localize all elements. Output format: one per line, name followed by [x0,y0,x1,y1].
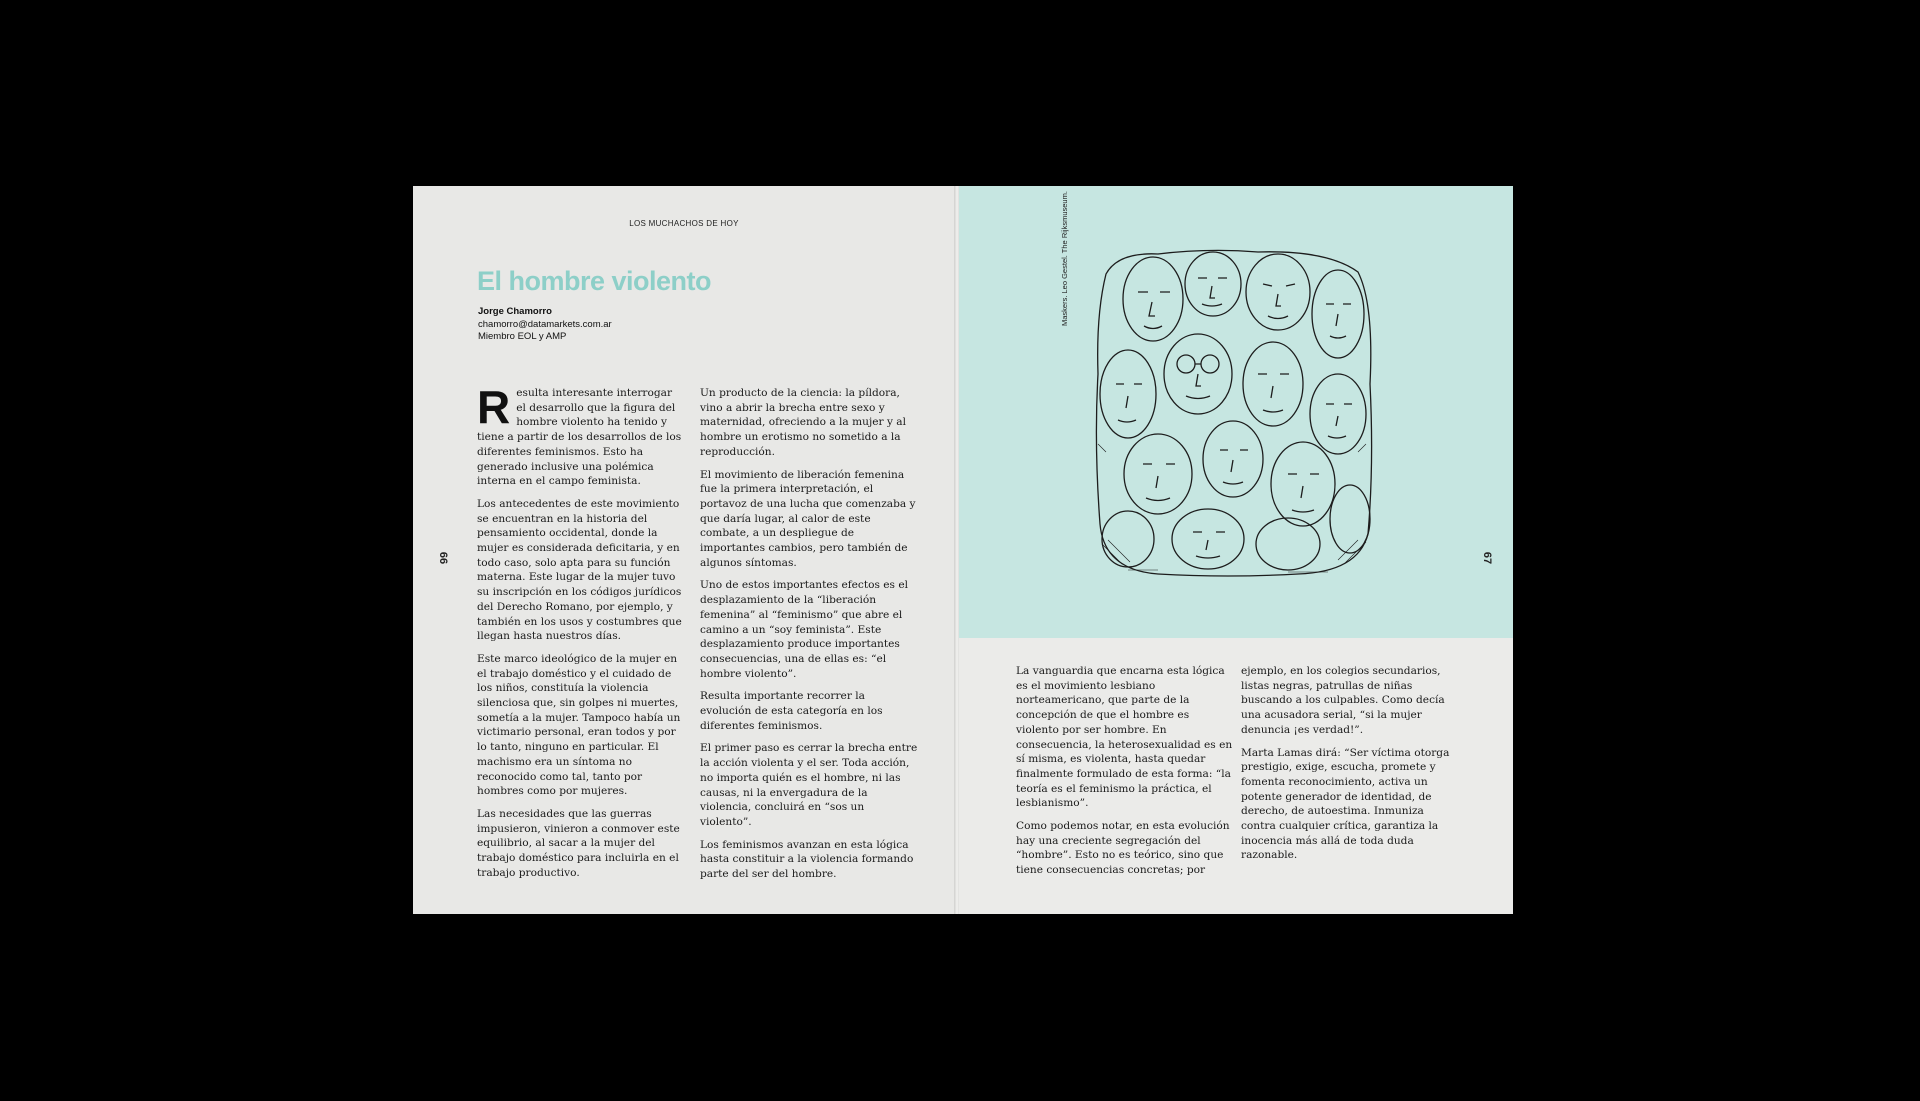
paragraph: La vanguardia que encarna esta lógica es el movimiento lesbiano norteamericano, que parte de la concepción de que el hombre es violento por ser hombre. En consecuencia, la heterosexualidad es en sí misma, es violenta, hasta quedar finalmente formulado de esta forma: “la teoría es el feminismo la práctica, el lesbianismo”. [1016,665,1233,810]
text-column-1 [477,381,685,889]
byline [478,306,612,344]
paragraph: El primer paso es cerrar la brecha entre la acción violenta y el ser. Toda acción, no importa quién es el hombre, ni las causas, ni la envergadura de la violencia, concluirá en “sos un violento”. [700,742,918,828]
paragraph: Este marco ideológico de la mujer en el trabajo doméstico y el cuidado de los niños, constituía la violencia silenciosa que, sin golpes ni muertes, sometía a la mujer. Tampoco había un victimario personal, eran todos y por lo tanto, ninguno en particular. El machismo era un síntoma no reconocido como tal, tanto por hombres como por mujeres. [477,652,681,798]
paragraph: Como podemos notar, en esta evolución hay una creciente segregación del “hombre”. Esto no es teórico, sino que tiene consecuencias concretas; por [1016,820,1230,877]
paragraph: Uno de estos importantes efectos es el desplazamiento de la “liberación femenina” al “feminismo” que abre el camino a un “soy feminista”. Este desplazamiento produce importantes consecuencias, una de ellas es: “el hombre violento”. [700,579,909,680]
illustration-panel [959,186,1513,638]
paragraph: Los feminismos avanzan en esta lógica hasta constituir a la violencia formando parte del ser del hombre. [700,838,914,881]
image-caption: Maskers. Leo Gestel. The Rijksmuseum. [1060,191,1069,326]
author-affiliation: Miembro EOL y AMP [478,331,567,342]
text-column-3 [1016,664,1234,886]
paragraph: ejemplo, en los colegios secundarios, listas negras, patrullas de niñas buscando a los culpables. Como decía una acusadora serial, “si la mujer denuncia ¡es verdad!”. [1241,665,1445,736]
paragraph: Un producto de la ciencia: la píldora, vino a abrir la brecha entre sexo y maternidad, ofreciendo a la mujer y al hombre un erotismo no sometido a la reproducción. [700,387,907,458]
text-column-2 [700,386,918,890]
paragraph: Resulta interesante interrogar el desarrollo que la figura del hombre violento ha tenido y tiene a partir de los desarrollos de los diferentes feminismos. Esto ha generado inclusive una polémica interna en el campo feminista. [477,381,682,488]
paragraph: El movimiento de liberación femenina fue la primera interpretación, el portavoz de una lucha que comenzaba y que daría lugar, al calor de este combate, a un despliegue de importantes cambios, pero también de algunos síntomas. [700,468,916,569]
article-title: El hombre violento [477,266,712,296]
author-name: Jorge Chamorro [478,306,552,317]
page-number-right: 67 [1481,551,1494,565]
author-email: chamorro@datamarkets.com.ar [478,318,612,330]
paragraph: Marta Lamas dirá: “Ser víctima otorga prestigio, exige, escucha, promete y fomenta reconocimiento, activa un potente generador de identidad, de derecho, de autoestima. Inmuniza contra cualquier crítica, garantiza la inocencia más allá de toda duda razonable. [1241,746,1450,862]
page-number-left: 66 [437,551,450,565]
section-label: LOS MUCHACHOS DE HOY [629,219,739,228]
text-column-4 [1241,664,1451,871]
paragraph: Las necesidades que las guerras impusieron, vinieron a conmover este equilibrio, al sacar a la mujer del trabajo doméstico para incluirla en el trabajo productivo. [477,807,680,879]
paragraph: Los antecedentes de este movimiento se encuentran en la historia del pensamiento occidental, donde la mujer es considerada deficitaria, y en todo caso, solo apta para su función materna. Este lugar de la mujer tuvo su inscripción en los códigos jurídicos del Derecho Romano, por ejemplo, y también en los usos y costumbres que llegan hasta nuestros días. [477,497,682,643]
drop-cap: R [477,381,511,433]
masks-illustration [1088,244,1376,578]
right-page [959,186,1513,914]
left-page [413,186,955,914]
paragraph: Resulta importante recorrer la evolución de esta categoría en los diferentes feminismos. [700,690,883,732]
